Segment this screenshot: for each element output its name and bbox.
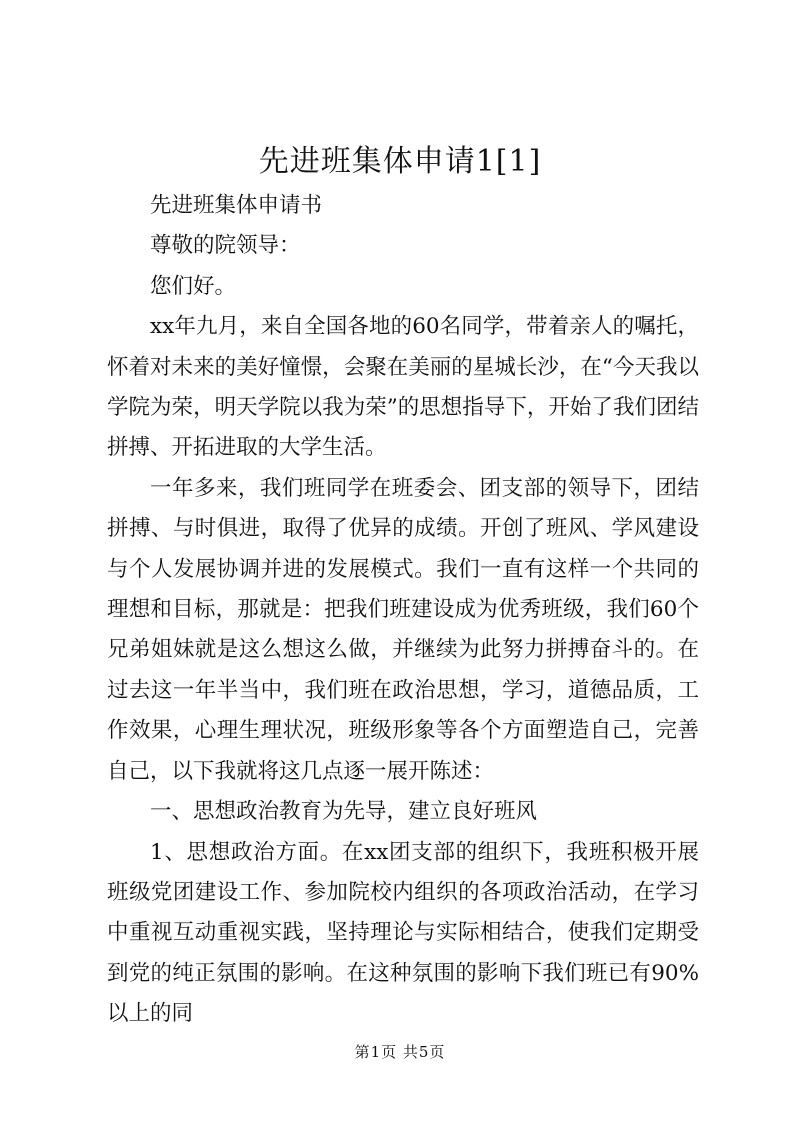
paragraph-political: 1、思想政治方面。在xx团支部的组织下，我班积极开展班级党团建设工作、参加院校内组织的各项政治活动，在学习中重视互动重视实践，坚持理论与实际相结合，使我们定期受到党的纯正氛围的影响。在这种氛围的影响下我们班已有90%以上的同: [107, 839, 699, 1027]
paragraph-greeting: 您们好。: [150, 273, 237, 299]
paragraph-heading: 先进班集体申请书: [150, 193, 323, 218]
paragraph-achievements: 一年多来，我们班同学在班委会、团支部的领导下，团结拼搏、与时俱进，取得了优异的成绩。开创了班风、学风建设与个人发展协调并进的发展模式。我们一直有这样一个共同的理想和目标，那就是：把我们班建设成为优秀班级，我们60个兄弟姐妹就是这么想这么做，并继续为此努力拼搏奋斗的。在过去这一年半当中，我们班在政治思想，学习，道德品质，工作效果，心理生理状况，班级形象等各个方面塑造自己，完善自己，以下我就将这几点逐一展开陈述：: [107, 475, 699, 784]
page-footer: 第1页 共5页: [354, 1043, 446, 1061]
paragraph-salutation: 尊敬的院领导：: [150, 233, 301, 259]
paragraph-intro: xx年九月，来自全国各地的60名同学，带着亲人的嘱托，怀着对未来的美好憧憬，会聚在美丽的星城长沙，在“今天我以学院为荣，明天学院以我为荣”的思想指导下，开始了我们团结拼搏、开拓进取的大学生活。: [107, 314, 699, 461]
document-body: [107, 186, 699, 1035]
document-title: 先进班集体申请1[1]: [258, 144, 542, 179]
section-heading-1: 一、思想政治教育为先导，建立良好班风: [150, 799, 538, 825]
